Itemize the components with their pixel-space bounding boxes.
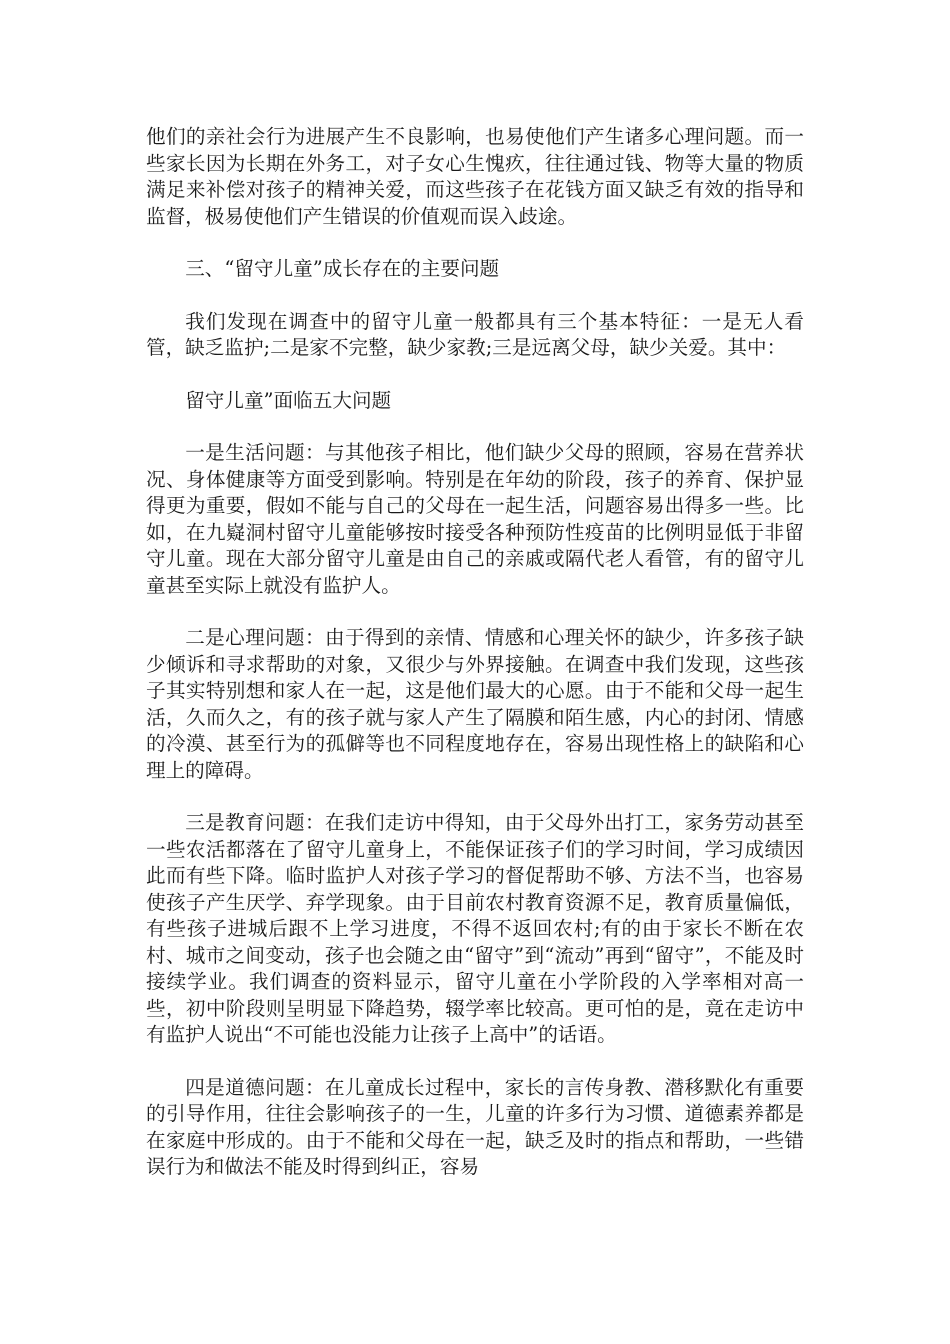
paragraph-life-problem: 一是生活问题：与其他孩子相比，他们缺少父母的照顾，容易在营养状况、身体健康等方面受到影响。特别是在年幼的阶段，孩子的养育、保护显得更为重要，假如不能与自己的父母在一起生活，问题容易出得多一些。比如，在九嶷洞村留守儿童能够按时接受各种预防性疫苗的比例明显低于非留守儿童。现在大部分留守儿童是由自己的亲戚或隔代老人看管，有的留守儿童甚至实际上就没有监护人。 <box>146 441 804 597</box>
paragraph-morality-problem: 四是道德问题：在儿童成长过程中，家长的言传身教、潜移默化有重要的引导作用，往往会影响孩子的一生，儿童的许多行为习惯、道德素养都是在家庭中形成的。由于不能和父母在一起，缺乏及时的指点和帮助，一些错误行为和做法不能及时得到纠正，容易 <box>146 1075 804 1178</box>
section-heading: 三、“留守儿童”成长存在的主要问题 <box>185 257 500 280</box>
paragraph-education-problem: 三是教育问题：在我们走访中得知，由于父母外出打工，家务劳动甚至一些农活都落在了留守儿童身上，不能保证孩子们的学习时间，学习成绩因此而有些下降。临时监护人对孩子学习的督促帮助不够、方法不当，也容易使孩子产生厌学、弃学现象。由于目前农村教育资源不足，教育质量偏低，有些孩子进城后跟不上学习进度，不得不返回农村;有的由于家长不断在农村、城市之间变动，孩子也会随之由“留守”到“流动”再到“留守”，不能及时接续学业。我们调查的资料显示，留守儿童在小学阶段的入学率相对高一些，初中阶段则呈明显下降趋势，辍学率比较高。更可怕的是，竟在走访中有监护人说出“不可能也没能力让孩子上高中”的话语。 <box>146 811 804 1046</box>
document-page <box>146 124 804 1181</box>
subheading-five-problems: 留守儿童”面临五大问题 <box>185 388 392 412</box>
paragraph-basic-features: 我们发现在调查中的留守儿童一般都具有三个基本特征：一是无人看管，缺乏监护;二是家不完整，缺少家教;三是远离父母，缺少关爱。其中： <box>146 309 804 359</box>
paragraph-psychology-problem: 二是心理问题：由于得到的亲情、情感和心理关怀的缺少，许多孩子缺少倾诉和寻求帮助的对象，又很少与外界接触。在调查中我们发现，这些孩子其实特别想和家人在一起，这是他们最大的心愿。由于不能和父母一起生活，久而久之，有的孩子就与家人产生了隔膜和陌生感，内心的封闭、情感的冷漠、甚至行为的孤僻等也不同程度地存在，容易出现性格上的缺陷和心理上的障碍。 <box>146 626 804 782</box>
paragraph-continuation: 他们的亲社会行为进展产生不良影响，也易使他们产生诸多心理问题。而一些家长因为长期在外务工，对子女心生愧疚，往往通过钱、物等大量的物质满足来补偿对孩子的精神关爱，而这些孩子在花钱方面又缺乏有效的指导和监督，极易使他们产生错误的价值观而误入歧途。 <box>146 125 804 228</box>
